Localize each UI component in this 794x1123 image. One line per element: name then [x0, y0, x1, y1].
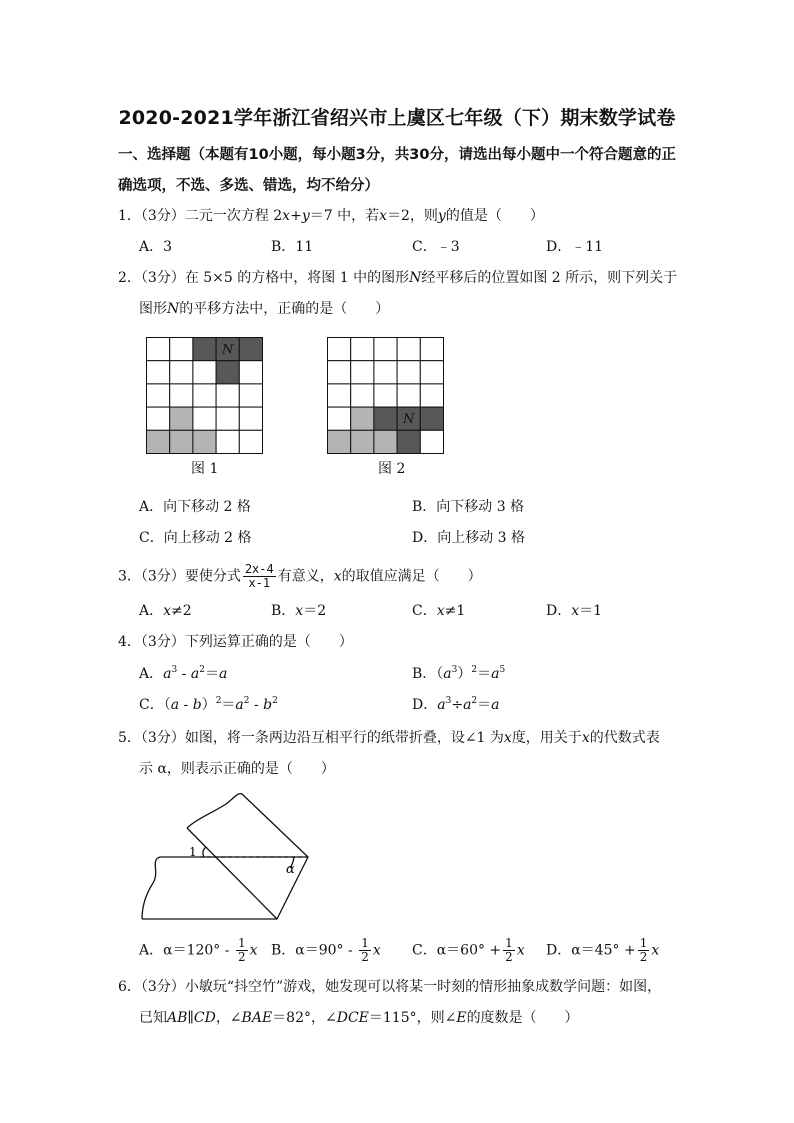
figure-2-cell [351, 430, 374, 453]
figure-2-cell [420, 338, 443, 361]
figure-1-cell [147, 361, 170, 384]
figure-2-caption: 图 2 [378, 461, 406, 477]
question-2-option-d[interactable]: D．向上移动 3 格 [412, 530, 526, 546]
figure-2-cell [420, 361, 443, 384]
figure-2-cell [397, 430, 420, 453]
figure-2-cell [351, 361, 374, 384]
figure-2-cell [420, 407, 443, 430]
figure-1-cell [193, 384, 216, 407]
figure-1-cell [147, 338, 170, 361]
question-4-option-c[interactable]: C．$(a - b)^2=a^2 - b^2$ [139, 696, 278, 713]
figure-1-cell [239, 338, 262, 361]
angle-1-label: 1 [189, 845, 197, 859]
folded-strip-figure [140, 788, 320, 923]
figure-1-cell [239, 430, 262, 453]
question-3-stem: 3．（3分）要使分式 $\frac{2x-4}{x-1}$ 有意义，x的取值应满足（ ） [118, 562, 482, 590]
figure-1-cell [216, 384, 239, 407]
question-5-stem-line2: 示 α，则表示正确的是（ ） [139, 761, 335, 777]
figure-1-cell [170, 361, 193, 384]
figure-1-caption: 图 1 [191, 461, 219, 477]
question-1-option-d[interactable]: D．﹣11 [546, 239, 604, 255]
figure-2-cell [397, 338, 420, 361]
strip-wavy-edge [142, 857, 204, 919]
figure-1-cell [216, 361, 239, 384]
figure-1-cell [170, 338, 193, 361]
question-1-option-c[interactable]: C．﹣3 [412, 239, 460, 255]
figure-1-cell [193, 361, 216, 384]
figure-2-cell [374, 338, 397, 361]
figure-1-cell [239, 384, 262, 407]
question-3-option-d[interactable]: D．x＝1 [546, 603, 603, 619]
figure-1-cell [147, 407, 170, 430]
question-4-option-a[interactable]: A．$a^3 - a^2=a$ [139, 665, 228, 682]
question-4-option-d[interactable]: D．$a^3\div a^2=a$ [412, 696, 500, 713]
question-3-option-c[interactable]: C．x≠1 [412, 603, 466, 619]
figure-1-cell [193, 407, 216, 430]
figure-1-cell [239, 361, 262, 384]
question-4-stem: 4．（3分）下列运算正确的是（ ） [118, 634, 353, 650]
figure-2-cell [351, 384, 374, 407]
section-heading-line2: 确选项，不选、多选、错选，均不给分） [118, 178, 379, 194]
figure-1-cell [239, 407, 262, 430]
angle-alpha-label: α [286, 862, 295, 877]
figure-2-cell [420, 430, 443, 453]
figure-1-cell [170, 430, 193, 453]
figure-2-cell [397, 384, 420, 407]
figure-2-cell [328, 407, 351, 430]
figure-1-cell [170, 384, 193, 407]
question-1-option-b[interactable]: B．11 [271, 239, 314, 255]
figure-2-cell [328, 361, 351, 384]
figure-2-cell [328, 384, 351, 407]
question-5-option-a[interactable]: A．α＝120° - $\frac{1}{2}$ x [139, 936, 258, 964]
figure-2-cell [397, 361, 420, 384]
question-6-stem-line2: 已知AB∥CD，∠BAE＝82°，∠DCE＝115°，则∠E的度数是（ ） [139, 1010, 579, 1026]
question-2-option-a[interactable]: A．向下移动 2 格 [139, 499, 251, 515]
figure-2-cell [328, 338, 351, 361]
figure-1-cell [216, 430, 239, 453]
figure-2-cell [328, 430, 351, 453]
question-6-stem-line1: 6．（3分）小敏玩“抖空竹”游戏，她发现可以将某一时刻的情形抽象成数学问题：如图， [118, 979, 662, 995]
figure-2-cell [351, 338, 374, 361]
question-1-option-a[interactable]: A．3 [139, 239, 173, 255]
question-3-option-b[interactable]: B．x＝2 [271, 603, 327, 619]
page-title: 2020-2021学年浙江省绍兴市上虞区七年级（下）期末数学试卷 [118, 107, 676, 129]
figure-1-n-label: N [222, 342, 234, 358]
figure-2-cell [351, 407, 374, 430]
fold-crease [187, 828, 277, 919]
section-heading-line1: 一、选择题（本题有10小题，每小题3分，共30分，请选出每小题中一个符合题意的正 [118, 147, 676, 163]
question-2-stem-line1: 2．（3分）在 5×5 的方格中，将图 1 中的图形N经平移后的位置如图 2 所示，则下列关于 [118, 270, 678, 286]
figure-2-cell [374, 407, 397, 430]
figure-1-cell [193, 430, 216, 453]
figure-2-grid [327, 337, 444, 454]
question-3-fraction: $\frac{2x-4}{x-1}$ [244, 562, 274, 590]
question-5-option-c[interactable]: C．α＝60° + $\frac{1}{2}$ x [412, 936, 525, 964]
figure-1-cell [170, 407, 193, 430]
question-2-option-b[interactable]: B．向下移动 3 格 [412, 499, 525, 515]
figure-2-cell [374, 361, 397, 384]
figure-1-cell [147, 384, 170, 407]
figure-1-cell [193, 338, 216, 361]
question-2-option-c[interactable]: C．向上移动 2 格 [139, 530, 252, 546]
question-1-stem: 1．（3分）二元一次方程 2x+y＝7 中，若x＝2，则y的值是（ ） [118, 208, 544, 224]
figure-2-n-label: N [403, 412, 415, 428]
figure-1-grid [146, 337, 263, 454]
figure-2-cell [374, 430, 397, 453]
question-3-option-a[interactable]: A．x≠2 [139, 603, 192, 619]
figure-1-cell [216, 407, 239, 430]
figure-1-cell [147, 430, 170, 453]
question-5-option-d[interactable]: D．α＝45° + $\frac{1}{2}$ x [546, 936, 660, 964]
question-5-option-b[interactable]: B．α＝90° - $\frac{1}{2}$ x [271, 936, 381, 964]
angle-1-arc [203, 847, 206, 857]
question-2-stem-line2: 图形N的平移方法中，正确的是（ ） [139, 301, 390, 317]
question-4-option-b[interactable]: B．$(a^3)^2=a^5$ [412, 665, 506, 682]
figure-2-cell [420, 384, 443, 407]
figure-2-cell [374, 384, 397, 407]
question-5-stem-line1: 5．（3分）如图，将一条两边沿互相平行的纸带折叠，设∠1 为x度，用关于x的代数式表 [118, 730, 660, 746]
